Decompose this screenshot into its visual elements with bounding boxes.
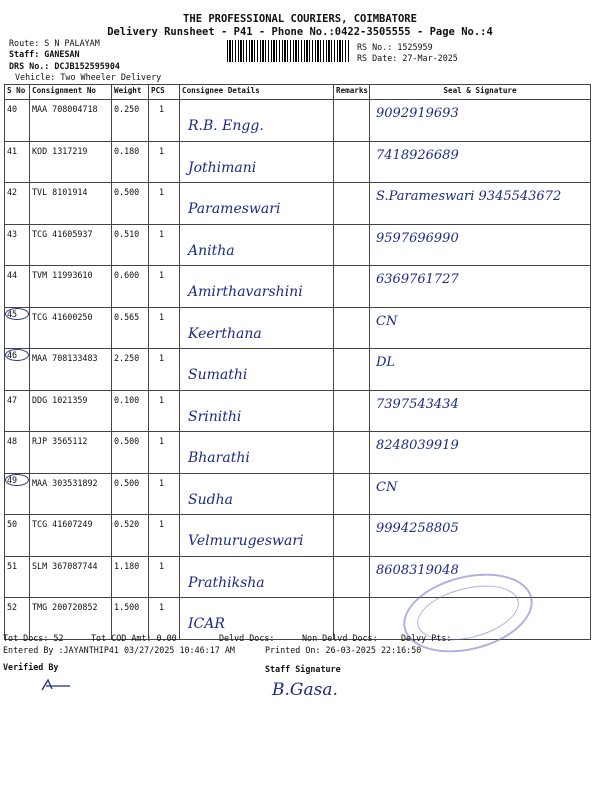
- weight-cell: [112, 473, 149, 515]
- serial-number-cell: [5, 307, 30, 349]
- consignment-number: SLM 367087744: [32, 560, 98, 571]
- pieces: 1: [159, 311, 165, 322]
- consignment-number-cell: [30, 100, 112, 142]
- consignee-name-cell: [180, 390, 334, 432]
- consignee-name: Bharathi: [188, 450, 250, 466]
- serial-number: 52: [7, 602, 18, 612]
- weight: 0.100: [114, 394, 140, 405]
- pieces: 1: [159, 104, 165, 114]
- pieces: 1: [159, 228, 165, 239]
- serial-number: 50: [7, 519, 18, 529]
- header-sno: S No: [5, 85, 30, 100]
- printed-on: Printed On: 26-03-2025 22:16:50: [265, 645, 422, 655]
- remarks-cell: [334, 390, 370, 432]
- consignee-name: Jothimani: [188, 159, 257, 176]
- consignment-number: KOD 1317219: [32, 145, 88, 156]
- weight: 0.565: [114, 311, 140, 322]
- pieces: 1: [159, 187, 165, 197]
- consignee-name-cell: [180, 556, 334, 598]
- receiver-signature: 9092919693: [376, 106, 459, 121]
- consignee-name: Sumathi: [188, 367, 248, 383]
- table-row: [5, 349, 591, 391]
- rs-number: RS No.: 1525959: [357, 42, 433, 52]
- serial-number-cell: [5, 432, 30, 474]
- header-consignment: Consignment No: [30, 85, 112, 100]
- weight-cell: [112, 307, 149, 349]
- consignment-number-cell: [30, 141, 112, 183]
- serial-number-cell: [5, 266, 30, 308]
- consignee-name-cell: [180, 307, 334, 349]
- serial-number-cell: [5, 100, 30, 142]
- consignment-number-cell: [30, 390, 112, 432]
- serial-number-cell: [5, 141, 30, 183]
- weight: 0.510: [114, 228, 140, 239]
- consignee-name-cell: [180, 515, 334, 557]
- table-header-row: [5, 85, 591, 100]
- receiver-signature: 6369761727: [376, 272, 459, 287]
- consignee-name-cell: [180, 141, 334, 183]
- serial-number-cell: [5, 473, 30, 515]
- remarks-cell: [334, 141, 370, 183]
- serial-number: 45: [5, 308, 29, 320]
- serial-number: 48: [7, 436, 18, 446]
- consignment-number: TMG 200720852: [32, 602, 98, 612]
- table-row: [5, 266, 591, 308]
- receiver-signature-cell: [370, 515, 591, 557]
- consignment-number-cell: [30, 266, 112, 308]
- remarks-cell: [334, 349, 370, 391]
- pieces-cell: [149, 473, 180, 515]
- receiver-signature: 9597696990: [376, 230, 459, 246]
- verified-by-label: Verified By: [3, 662, 59, 672]
- route-label: Route: S N PALAYAM: [9, 38, 100, 48]
- vehicle-label: Vehicle: Two Wheeler Delivery: [15, 72, 162, 82]
- receiver-signature-cell: [370, 349, 591, 391]
- table-row: [5, 515, 591, 557]
- weight: 0.520: [114, 519, 140, 529]
- pieces: 1: [159, 394, 165, 405]
- weight-cell: [112, 556, 149, 598]
- pieces: 1: [159, 145, 165, 156]
- consignment-number: MAA 708133483: [32, 353, 98, 363]
- consignee-name-cell: [180, 224, 334, 266]
- remarks-cell: [334, 473, 370, 515]
- runsheet-title: Delivery Runsheet - P41 - Phone No.:0422-3505555 - Page No.:4: [107, 26, 493, 38]
- consignment-number: TCG 41607249: [32, 519, 93, 529]
- consignment-number: DDG 1021359: [32, 394, 88, 405]
- remarks-cell: [334, 307, 370, 349]
- non-delivered-docs: Non Delvd Docs:: [302, 633, 378, 643]
- consignment-number-cell: [30, 432, 112, 474]
- receiver-signature-cell: [370, 224, 591, 266]
- table-row: [5, 307, 591, 349]
- weight-cell: [112, 390, 149, 432]
- pieces-cell: [149, 141, 180, 183]
- company-title: THE PROFESSIONAL COURIERS, COIMBATORE: [183, 13, 417, 25]
- weight: 1.500: [114, 602, 140, 612]
- serial-number: 41: [7, 145, 18, 156]
- rs-date: RS Date: 27-Mar-2025: [357, 53, 458, 63]
- receiver-signature: 8608319048: [376, 562, 459, 578]
- pieces-cell: [149, 307, 180, 349]
- entered-by: Entered By :JAYANTHIP41 03/27/2025 10:46:17 AM: [3, 645, 235, 655]
- consignee-name: Prathiksha: [188, 574, 265, 591]
- serial-number-cell: [5, 556, 30, 598]
- consignee-name: Anitha: [188, 242, 235, 259]
- consignment-number-cell: [30, 307, 112, 349]
- consignee-name-cell: [180, 183, 334, 225]
- consignment-number: TVL 8101914: [32, 187, 88, 197]
- pieces-cell: [149, 100, 180, 142]
- receiver-signature: CN: [376, 479, 398, 495]
- staff-signature-label: Staff Signature: [265, 664, 341, 674]
- receiver-signature-cell: [370, 307, 591, 349]
- header-remarks: Remarks: [334, 85, 370, 100]
- table-row: [5, 390, 591, 432]
- header-weight: Weight: [112, 85, 149, 100]
- serial-number: 49: [5, 474, 29, 486]
- receiver-signature: 7397543434: [376, 396, 459, 412]
- consignment-number-cell: [30, 473, 112, 515]
- consignee-name-cell: [180, 349, 334, 391]
- remarks-cell: [334, 183, 370, 225]
- total-cod: Tot COD Amt: 0.00: [91, 633, 177, 643]
- weight-cell: [112, 224, 149, 266]
- pieces-cell: [149, 390, 180, 432]
- consignee-name-cell: [180, 100, 334, 142]
- pieces: 1: [159, 353, 165, 363]
- serial-number: 47: [7, 394, 18, 405]
- pieces-cell: [149, 224, 180, 266]
- receiver-signature: 7418926689: [376, 147, 459, 163]
- pieces-cell: [149, 349, 180, 391]
- consignee-name: Parameswari: [188, 201, 281, 217]
- consignee-name: Srinithi: [188, 408, 242, 425]
- weight: 0.500: [114, 436, 140, 446]
- weight: 0.600: [114, 270, 140, 280]
- pieces-cell: [149, 515, 180, 557]
- delivery-points: Delvy Pts:: [401, 633, 452, 643]
- consignee-name-cell: [180, 432, 334, 474]
- consignee-name: Velmurugeswari: [188, 533, 304, 549]
- receiver-signature-cell: [370, 266, 591, 308]
- receiver-signature-cell: [370, 100, 591, 142]
- receiver-signature: S.Parameswari 9345543672: [376, 189, 562, 204]
- pieces: 1: [159, 519, 165, 529]
- receiver-signature: 8248039919: [376, 438, 459, 453]
- total-docs: Tot Docs: 52: [3, 633, 64, 643]
- drs-number: DRS No.: DCJB152595904: [9, 61, 120, 71]
- weight-cell: [112, 349, 149, 391]
- consignee-name: Amirthavarshini: [188, 284, 303, 300]
- consignment-number-cell: [30, 515, 112, 557]
- consignment-number: MAA 303531892: [32, 477, 98, 488]
- weight-cell: [112, 141, 149, 183]
- consignee-name: Sudha: [188, 491, 233, 508]
- serial-number: 40: [7, 104, 18, 114]
- consignment-number: RJP 3565112: [32, 436, 88, 446]
- receiver-signature-cell: [370, 141, 591, 183]
- receiver-signature: DL: [376, 355, 396, 370]
- consignment-number-cell: [30, 224, 112, 266]
- remarks-cell: [334, 432, 370, 474]
- table-row: [5, 183, 591, 225]
- staff-label: Staff: GANESAN: [9, 49, 80, 59]
- pieces-cell: [149, 183, 180, 225]
- header-consignee: Consignee Details: [180, 85, 334, 100]
- table-row: [5, 432, 591, 474]
- pieces-cell: [149, 432, 180, 474]
- receiver-signature: 9994258805: [376, 521, 459, 536]
- consignee-name: ICAR: [188, 616, 225, 632]
- pieces-cell: [149, 266, 180, 308]
- staff-signature: B.Gasa.: [272, 680, 338, 700]
- receiver-signature-cell: [370, 432, 591, 474]
- verifier-signature-mark: [40, 678, 74, 692]
- weight-cell: [112, 183, 149, 225]
- pieces-cell: [149, 556, 180, 598]
- serial-number-cell: [5, 183, 30, 225]
- remarks-cell: [334, 224, 370, 266]
- weight: 0.250: [114, 104, 140, 114]
- weight: 0.500: [114, 187, 140, 197]
- consignment-number: TCG 41605937: [32, 228, 93, 239]
- consignment-number-cell: [30, 183, 112, 225]
- serial-number-cell: [5, 349, 30, 391]
- serial-number: 43: [7, 228, 18, 239]
- table-row: [5, 473, 591, 515]
- table-row: [5, 141, 591, 183]
- remarks-cell: [334, 266, 370, 308]
- consignment-number-cell: [30, 556, 112, 598]
- pieces: 1: [159, 602, 165, 612]
- consignment-number: TCG 41600250: [32, 311, 93, 322]
- remarks-cell: [334, 100, 370, 142]
- receiver-signature-cell: [370, 183, 591, 225]
- serial-number-cell: [5, 515, 30, 557]
- receiver-signature-cell: [370, 390, 591, 432]
- consignment-number: MAA 708004718: [32, 104, 98, 114]
- table-row: [5, 224, 591, 266]
- barcode-image: [227, 40, 349, 62]
- serial-number-cell: [5, 390, 30, 432]
- remarks-cell: [334, 515, 370, 557]
- serial-number: 51: [7, 560, 18, 571]
- weight: 0.500: [114, 477, 140, 488]
- consignee-name-cell: [180, 473, 334, 515]
- consignee-name-cell: [180, 266, 334, 308]
- weight-cell: [112, 266, 149, 308]
- receiver-signature: CN: [376, 313, 398, 329]
- runsheet-table: [4, 84, 591, 640]
- consignment-number: TVM 11993610: [32, 270, 93, 280]
- weight: 1.180: [114, 560, 140, 571]
- pieces: 1: [159, 270, 165, 280]
- serial-number-cell: [5, 224, 30, 266]
- weight: 0.180: [114, 145, 140, 156]
- receiver-signature-cell: [370, 473, 591, 515]
- serial-number: 46: [5, 349, 29, 361]
- serial-number: 42: [7, 187, 18, 197]
- delivered-docs: Delvd Docs:: [219, 633, 275, 643]
- pieces: 1: [159, 477, 165, 488]
- consignee-name: Keerthana: [188, 325, 262, 342]
- table-row: [5, 100, 591, 142]
- weight-cell: [112, 515, 149, 557]
- consignment-number-cell: [30, 349, 112, 391]
- header-pcs: PCS: [149, 85, 180, 100]
- pieces: 1: [159, 436, 165, 446]
- serial-number: 44: [7, 270, 18, 280]
- weight-cell: [112, 100, 149, 142]
- header-seal-signature: Seal & Signature: [370, 85, 591, 100]
- weight: 2.250: [114, 353, 140, 363]
- consignee-name: R.B. Engg.: [188, 118, 264, 134]
- pieces: 1: [159, 560, 165, 571]
- remarks-cell: [334, 556, 370, 598]
- weight-cell: [112, 432, 149, 474]
